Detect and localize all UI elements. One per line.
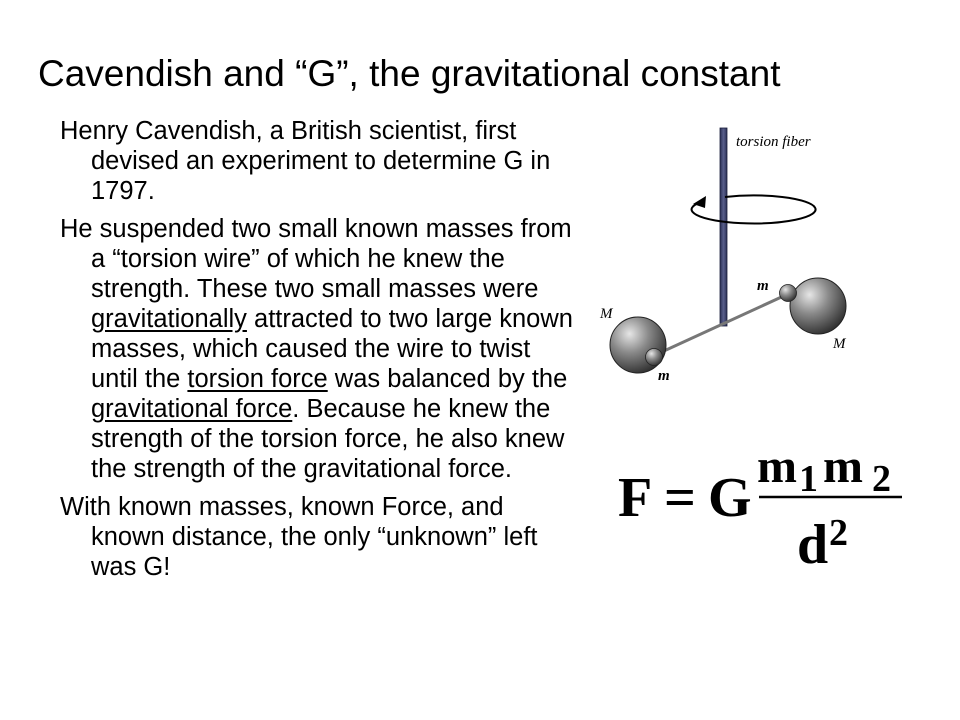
experiment-text-4: . Because he knew the strength of the torsion force, he also knew the strength of the gravitational force. [91, 395, 565, 483]
formula-distance-exponent: 2 [829, 512, 848, 554]
label-torsion-fiber: torsion fiber [736, 134, 811, 150]
small-mass-top [780, 285, 797, 302]
torsion-balance-diagram [585, 118, 885, 393]
rotation-arrowhead-icon [693, 196, 706, 208]
formula-mass-2: m [823, 440, 863, 493]
gravitation-formula [610, 440, 910, 580]
formula-equals: = [664, 467, 696, 529]
experiment-text-3: was balanced by the [327, 365, 568, 393]
experiment-text-2: attracted to two large known masses, which caused the wire to twist until the [91, 305, 573, 393]
formula-constant: G [708, 467, 752, 529]
paragraph-intro: Henry Cavendish, a British scientist, first devised an experiment to determine G in 1797. [60, 117, 551, 205]
underlined-gravitational-force: gravitational force [91, 395, 293, 423]
formula-subscript-1: 1 [799, 458, 818, 500]
paragraph-experiment [60, 214, 580, 484]
torsion-fiber [720, 128, 727, 326]
formula-mass-1: m [757, 440, 797, 493]
label-large-mass-left: M [600, 306, 613, 322]
formula-distance: d [797, 514, 829, 576]
formula-force: F [618, 467, 653, 529]
label-large-mass-right: M [833, 336, 846, 352]
experiment-text-1: He suspended two small known masses from a “torsion wire” of which he knew the strength. These two small masses were [60, 215, 572, 303]
label-small-mass-top: m [757, 278, 769, 294]
underlined-torsion-force: torsion force [187, 365, 328, 393]
paragraph-conclusion: With known masses, known Force, and known distance, the only “unknown” left was G! [60, 493, 538, 581]
body-text [60, 116, 580, 590]
label-small-mass-bottom: m [658, 368, 670, 384]
small-mass-bottom [646, 349, 663, 366]
slide-title: Cavendish and “G”, the gravitational constant [38, 53, 781, 94]
large-mass-right [790, 278, 846, 334]
rotation-arrow-icon [692, 195, 816, 223]
formula-subscript-2: 2 [872, 458, 891, 500]
underlined-gravitationally: gravitationally [91, 305, 247, 333]
